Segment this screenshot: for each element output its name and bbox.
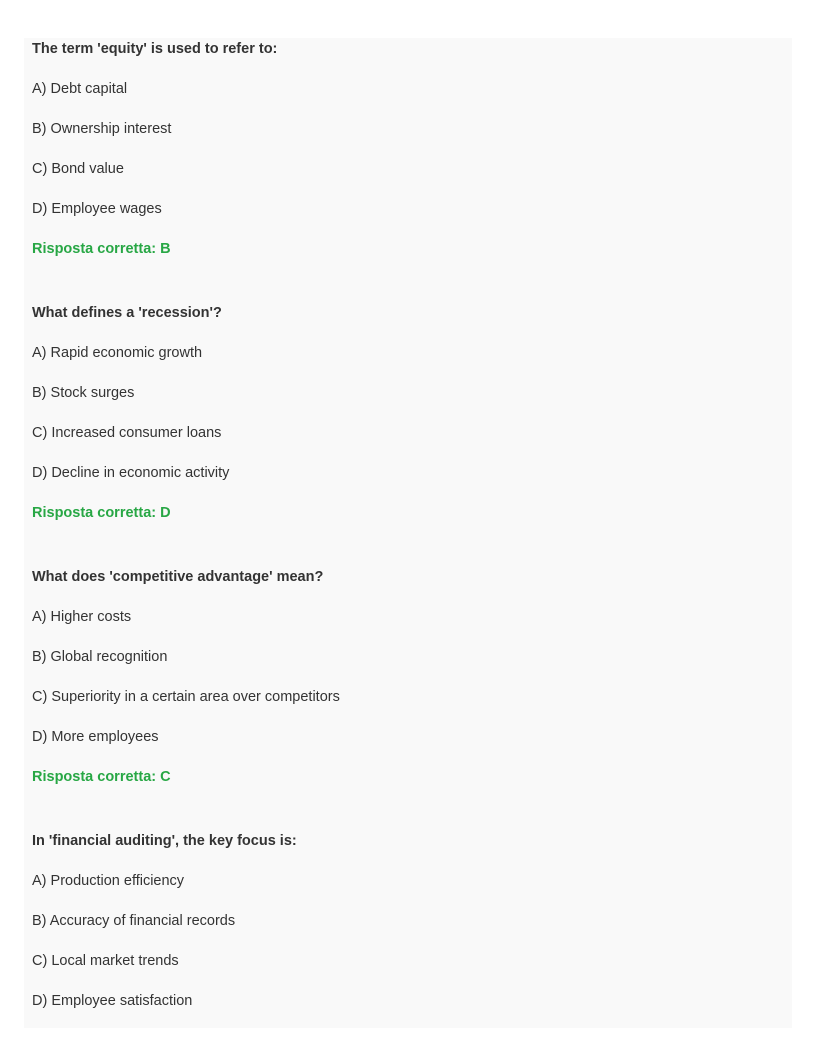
option-b: B) Stock surges	[32, 385, 135, 401]
question-block-2	[32, 303, 772, 523]
option-a: A) Rapid economic growth	[32, 345, 203, 361]
correct-answer: Risposta corretta: D	[32, 505, 171, 521]
question-block-1	[32, 39, 772, 259]
option-d: D) Employee wages	[32, 201, 162, 217]
question-text: What defines a 'recession'?	[32, 305, 222, 321]
option-d: D) Decline in economic activity	[32, 465, 230, 481]
option-a: A) Debt capital	[32, 81, 128, 97]
correct-answer: Risposta corretta: C	[32, 769, 171, 785]
question-text: The term 'equity' is used to refer to:	[32, 41, 278, 57]
question-text: What does 'competitive advantage' mean?	[32, 569, 324, 585]
option-b: B) Ownership interest	[32, 121, 172, 137]
option-b: B) Accuracy of financial records	[32, 913, 236, 929]
correct-answer: Risposta corretta: B	[32, 241, 171, 257]
option-c: C) Local market trends	[32, 953, 179, 969]
option-c: C) Increased consumer loans	[32, 425, 222, 441]
option-d: D) More employees	[32, 729, 159, 745]
question-text: In 'financial auditing', the key focus is:	[32, 833, 297, 849]
option-c: C) Bond value	[32, 161, 124, 177]
option-c: C) Superiority in a certain area over competitors	[32, 689, 340, 705]
question-block-4	[32, 831, 772, 1011]
question-block-3	[32, 567, 772, 787]
option-a: A) Production efficiency	[32, 873, 185, 889]
option-a: A) Higher costs	[32, 609, 132, 625]
option-d: D) Employee satisfaction	[32, 993, 193, 1009]
option-b: B) Global recognition	[32, 649, 168, 665]
